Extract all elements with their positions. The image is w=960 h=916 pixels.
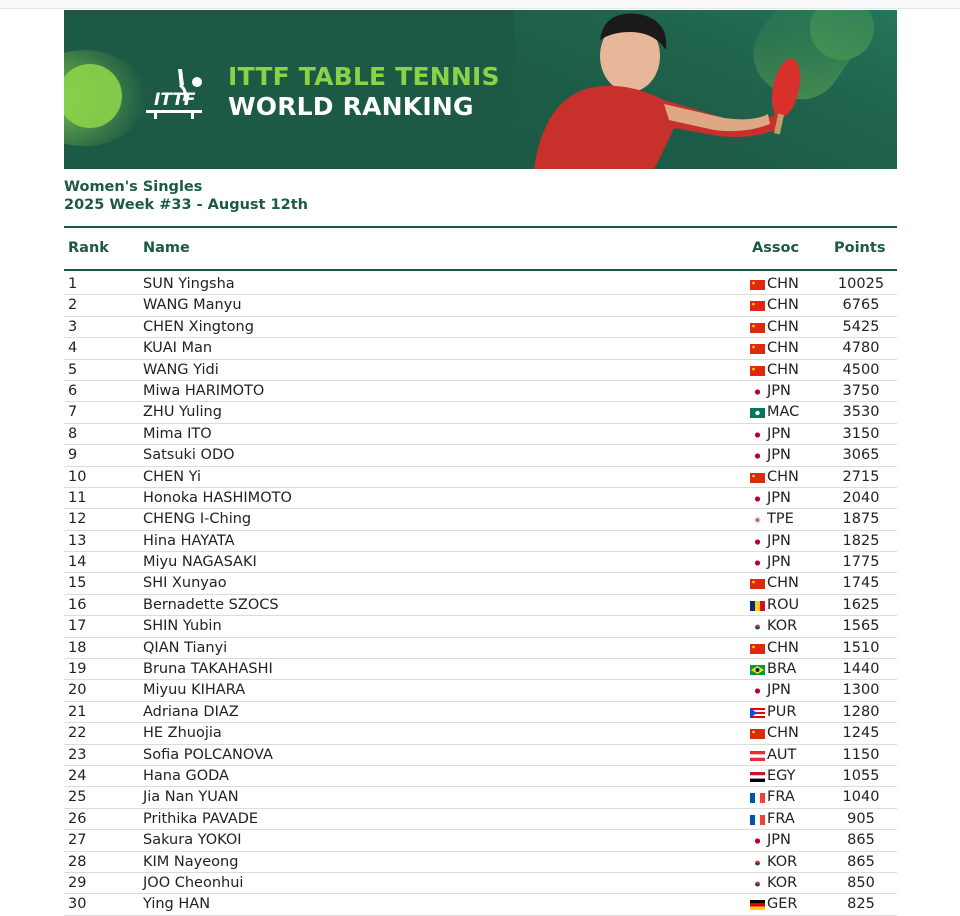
jpn-flag-icon <box>750 537 765 547</box>
assoc-cell: CHN <box>767 725 799 742</box>
rank-cell: 22 <box>68 725 87 742</box>
table-row[interactable] <box>64 873 897 894</box>
chn-flag-icon <box>750 280 765 290</box>
table-row[interactable] <box>64 702 897 723</box>
player-name-link[interactable]: Hina HAYATA <box>143 532 235 549</box>
svg-text:ITTF: ITTF <box>154 90 196 110</box>
assoc-cell: TPE <box>767 511 794 528</box>
jpn-flag-icon <box>750 430 765 440</box>
rank-cell: 9 <box>68 447 78 464</box>
jpn-flag-icon <box>750 494 765 504</box>
assoc-cell: CHN <box>767 575 799 592</box>
rank-cell: 29 <box>68 874 87 891</box>
points-cell: 1150 <box>842 746 880 763</box>
assoc-cell: FRA <box>767 789 795 806</box>
table-row[interactable] <box>64 595 897 616</box>
points-cell: 1280 <box>842 703 880 720</box>
chn-flag-icon <box>750 344 765 354</box>
points-cell: 1510 <box>842 639 880 656</box>
rank-cell: 18 <box>68 639 87 656</box>
player-name-link[interactable]: CHEN Yi <box>143 468 202 485</box>
table-row[interactable] <box>64 317 897 338</box>
rank-cell: 23 <box>68 746 87 763</box>
player-name-link[interactable]: Mima ITO <box>143 425 212 442</box>
table-row[interactable] <box>64 531 897 552</box>
rank-cell: 13 <box>68 532 87 549</box>
rank-cell: 17 <box>68 618 87 635</box>
player-name-link[interactable]: CHEN Xingtong <box>143 318 254 335</box>
jpn-flag-icon <box>750 686 765 696</box>
assoc-cell: JPN <box>767 682 791 699</box>
player-name-link[interactable]: KIM Nayeong <box>143 853 239 870</box>
points-cell: 865 <box>847 832 875 849</box>
assoc-cell: ROU <box>767 596 800 613</box>
jpn-flag-icon <box>750 451 765 461</box>
banner-title-line2: WORLD RANKING <box>228 92 474 121</box>
player-name-link[interactable]: CHENG I-Ching <box>143 511 252 528</box>
rank-cell: 10 <box>68 468 87 485</box>
table-body <box>64 271 897 916</box>
table-row[interactable] <box>64 467 897 488</box>
jpn-flag-icon <box>750 558 765 568</box>
points-cell: 5425 <box>842 318 880 335</box>
assoc-cell: JPN <box>767 382 791 399</box>
points-cell: 850 <box>847 874 875 891</box>
rank-cell: 15 <box>68 575 87 592</box>
player-name-link[interactable]: Sakura YOKOI <box>143 832 242 849</box>
points-cell: 6765 <box>842 297 880 314</box>
kor-flag-icon <box>750 879 765 889</box>
table-row[interactable] <box>64 830 897 851</box>
rank-cell: 24 <box>68 767 87 784</box>
rank-cell: 3 <box>68 318 78 335</box>
player-name-link[interactable]: Bernadette SZOCS <box>143 596 279 613</box>
assoc-cell: GER <box>767 896 798 913</box>
fra-flag-icon <box>750 815 765 825</box>
player-name-link[interactable]: Hana GODA <box>143 767 229 784</box>
assoc-cell: CHN <box>767 361 799 378</box>
table-row[interactable] <box>64 766 897 787</box>
rank-cell: 5 <box>68 361 78 378</box>
assoc-cell: CHN <box>767 297 799 314</box>
assoc-cell: JPN <box>767 554 791 571</box>
table-row[interactable] <box>64 809 897 830</box>
rank-cell: 7 <box>68 404 78 421</box>
category-label: Women's Singles <box>64 179 203 195</box>
assoc-cell: CHN <box>767 468 799 485</box>
assoc-cell: JPN <box>767 489 791 506</box>
table-row[interactable] <box>64 573 897 594</box>
points-cell: 1745 <box>842 575 880 592</box>
chn-flag-icon <box>750 323 765 333</box>
mac-flag-icon <box>750 408 765 418</box>
player-name-link[interactable]: QIAN Tianyi <box>143 639 228 656</box>
points-cell: 1055 <box>842 767 880 784</box>
player-name-link[interactable]: Miwa HARIMOTO <box>143 382 265 399</box>
ger-flag-icon <box>750 900 765 910</box>
points-cell: 3530 <box>842 404 880 421</box>
points-cell: 3750 <box>842 382 880 399</box>
ranking-subtitle <box>64 178 308 214</box>
assoc-cell: KOR <box>767 853 798 870</box>
table-header <box>64 228 897 271</box>
header-assoc[interactable]: Assoc <box>752 240 800 256</box>
player-name-link[interactable]: Miyu NAGASAKI <box>143 554 257 571</box>
header-name[interactable]: Name <box>143 240 190 256</box>
player-name-link[interactable]: Jia Nan YUAN <box>143 789 239 806</box>
kor-flag-icon <box>750 858 765 868</box>
rou-flag-icon <box>750 601 765 611</box>
header-points[interactable]: Points <box>834 240 886 256</box>
rank-cell: 1 <box>68 276 78 292</box>
table-row[interactable] <box>64 488 897 509</box>
points-cell: 1775 <box>842 554 880 571</box>
player-name-link[interactable]: Adriana DIAZ <box>143 703 239 720</box>
chn-flag-icon <box>750 644 765 654</box>
assoc-cell: JPN <box>767 447 791 464</box>
rank-cell: 16 <box>68 596 87 613</box>
rank-cell: 4 <box>68 340 78 357</box>
player-name-link[interactable]: JOO Cheonhui <box>143 874 244 891</box>
assoc-cell: KOR <box>767 874 798 891</box>
points-cell: 3065 <box>842 447 880 464</box>
points-cell: 2040 <box>842 489 880 506</box>
points-cell: 4500 <box>842 361 880 378</box>
ranking-banner <box>64 10 897 169</box>
table-row[interactable] <box>64 659 897 680</box>
assoc-cell: JPN <box>767 832 791 849</box>
player-name-link[interactable]: Sofia POLCANOVA <box>143 746 273 763</box>
tpe-flag-icon <box>750 515 765 525</box>
rank-cell: 2 <box>68 297 78 314</box>
jpn-flag-icon <box>750 387 765 397</box>
points-cell: 1625 <box>842 596 880 613</box>
player-name-link[interactable]: Bruna TAKAHASHI <box>143 661 273 678</box>
rank-cell: 6 <box>68 382 78 399</box>
assoc-cell: JPN <box>767 425 791 442</box>
rank-cell: 25 <box>68 789 87 806</box>
assoc-cell: CHN <box>767 639 799 656</box>
rank-cell: 11 <box>68 489 87 506</box>
rank-cell: 14 <box>68 554 87 571</box>
assoc-cell: PUR <box>767 703 797 720</box>
table-row[interactable] <box>64 680 897 701</box>
table-row[interactable] <box>64 445 897 466</box>
points-cell: 2715 <box>842 468 880 485</box>
rank-cell: 30 <box>68 896 87 913</box>
bra-flag-icon <box>750 665 765 675</box>
assoc-cell: EGY <box>767 767 796 784</box>
chn-flag-icon <box>750 301 765 311</box>
table-row[interactable] <box>64 638 897 659</box>
header-rank[interactable]: Rank <box>68 240 109 256</box>
aut-flag-icon <box>750 751 765 761</box>
points-cell: 1825 <box>842 532 880 549</box>
assoc-cell: AUT <box>767 746 797 763</box>
chn-flag-icon <box>750 579 765 589</box>
assoc-cell: KOR <box>767 618 798 635</box>
pur-flag-icon <box>750 708 765 718</box>
rank-cell: 12 <box>68 511 87 528</box>
rank-cell: 28 <box>68 853 87 870</box>
table-row[interactable] <box>64 745 897 766</box>
chn-flag-icon <box>750 366 765 376</box>
assoc-cell: CHN <box>767 318 799 335</box>
jpn-flag-icon <box>750 836 765 846</box>
table-row[interactable] <box>64 552 897 573</box>
assoc-cell: JPN <box>767 532 791 549</box>
player-name-link[interactable]: Honoka HASHIMOTO <box>143 489 292 506</box>
points-cell: 1565 <box>842 618 880 635</box>
chn-flag-icon <box>750 473 765 483</box>
week-label: 2025 Week #33 - August 12th <box>64 197 308 213</box>
player-name-link[interactable]: Satsuki ODO <box>143 447 235 464</box>
ranking-table <box>64 226 897 916</box>
chn-flag-icon <box>750 729 765 739</box>
points-cell: 3150 <box>842 425 880 442</box>
table-row[interactable] <box>64 274 897 295</box>
player-name-link[interactable]: ZHU Yuling <box>143 404 222 421</box>
rank-cell: 19 <box>68 661 87 678</box>
rank-cell: 8 <box>68 425 78 442</box>
points-cell: 1440 <box>842 661 880 678</box>
points-cell: 4780 <box>842 340 880 357</box>
player-name-link[interactable]: WANG Yidi <box>143 361 219 378</box>
rank-cell: 27 <box>68 832 87 849</box>
table-row[interactable] <box>64 381 897 402</box>
kor-flag-icon <box>750 622 765 632</box>
points-cell: 865 <box>847 853 875 870</box>
fra-flag-icon <box>750 793 765 803</box>
rank-cell: 20 <box>68 682 87 699</box>
points-cell: 10025 <box>837 276 885 292</box>
egy-flag-icon <box>750 772 765 782</box>
table-row[interactable] <box>64 402 897 423</box>
player-name-link[interactable]: Ying HAN <box>143 896 211 913</box>
assoc-cell: MAC <box>767 404 800 421</box>
table-row[interactable] <box>64 295 897 316</box>
assoc-cell: CHN <box>767 276 799 292</box>
points-cell: 1245 <box>842 725 880 742</box>
player-name-link[interactable]: SHI Xunyao <box>143 575 227 592</box>
table-row[interactable] <box>64 360 897 381</box>
assoc-cell: BRA <box>767 661 797 678</box>
rank-cell: 21 <box>68 703 87 720</box>
player-name-link[interactable]: SHIN Yubin <box>143 618 222 635</box>
banner-title <box>228 62 500 122</box>
points-cell: 1875 <box>842 511 880 528</box>
player-name-link[interactable]: Prithika PAVADE <box>143 810 259 827</box>
points-cell: 825 <box>847 896 875 913</box>
points-cell: 1040 <box>842 789 880 806</box>
points-cell: 905 <box>847 810 875 827</box>
assoc-cell: CHN <box>767 340 799 357</box>
player-name-link[interactable]: WANG Manyu <box>143 297 242 314</box>
top-bar <box>0 0 960 9</box>
points-cell: 1300 <box>842 682 880 699</box>
player-name-link[interactable]: SUN Yingsha <box>143 276 235 292</box>
table-row[interactable] <box>64 424 897 445</box>
table-row[interactable] <box>64 616 897 637</box>
assoc-cell: FRA <box>767 810 795 827</box>
banner-title-line1: ITTF TABLE TENNIS <box>228 62 500 91</box>
table-row[interactable] <box>64 787 897 808</box>
player-name-link[interactable]: HE Zhuojia <box>143 725 222 742</box>
player-name-link[interactable]: KUAI Man <box>143 340 213 357</box>
table-row[interactable] <box>64 509 897 530</box>
player-name-link[interactable]: Miyuu KIHARA <box>143 682 246 699</box>
table-row[interactable] <box>64 852 897 873</box>
table-row[interactable] <box>64 338 897 359</box>
table-row[interactable] <box>64 723 897 744</box>
rank-cell: 26 <box>68 810 87 827</box>
